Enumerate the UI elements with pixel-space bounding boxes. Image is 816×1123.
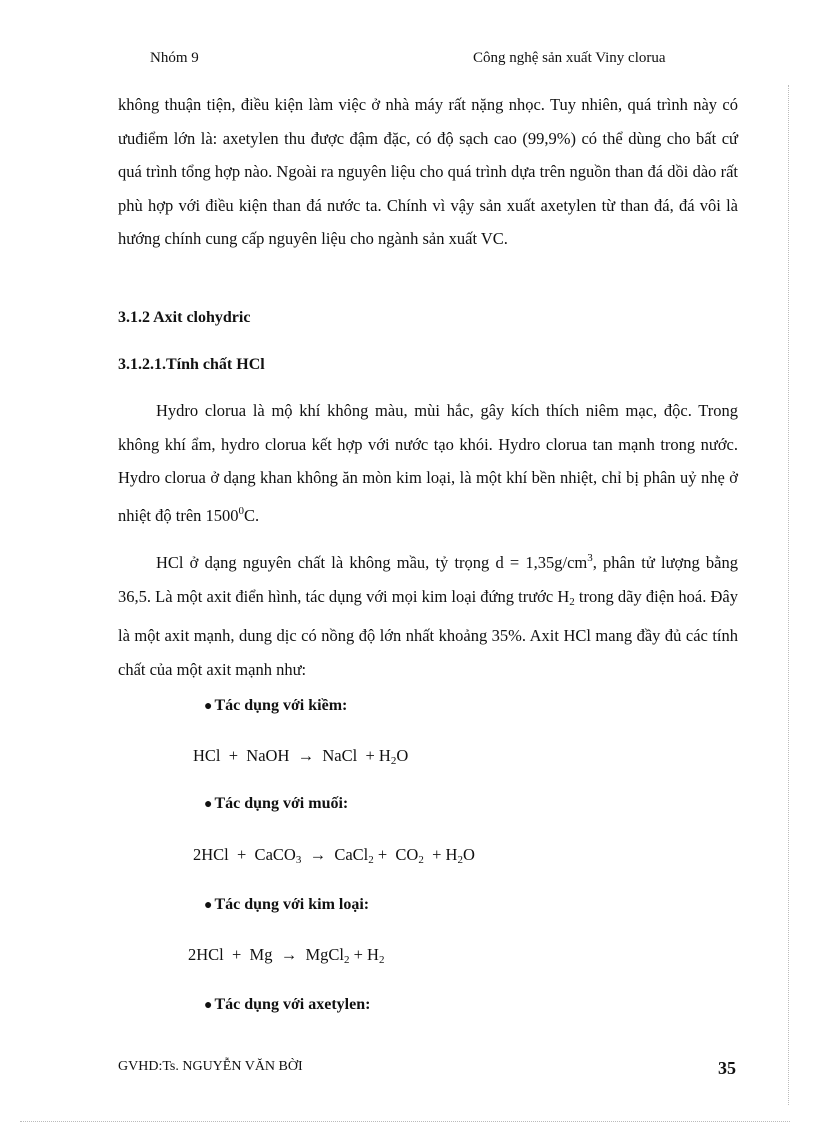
header-group-name: Nhóm 9 <box>150 50 199 66</box>
equation-subscript: 2 <box>368 854 374 866</box>
bullet-dot-icon: ● <box>204 699 213 714</box>
section-heading-axit-clohydric: 3.1.2 Axit clohydric <box>118 309 251 326</box>
paragraph-hcl-properties <box>118 542 738 686</box>
paragraph-hydro-clorua-text: Hydro clorua là mộ khí không màu, mùi hắc, gây kích thích niêm mạc, độc. Trong không khí ẩm, hydro clorua kết hợp với nước tạo khói. Hydro clorua tan mạnh trong nước. Hydro clorua ở dạng khan không ăn mòn kim loại, là một khí bền nhiệt, chỉ bị phân uỷ nhẹ ở nhiệt độ trên 1500 <box>118 401 738 525</box>
equation-subscript: 2 <box>418 854 424 866</box>
paragraph-hcl-part-a: HCl ở dạng nguyên chất là không mầu, tỷ trọng d = 1,35g/cm <box>156 553 588 572</box>
bullet-dot-icon: ● <box>204 797 213 812</box>
equation-hcl-mg <box>188 945 384 966</box>
page-number: 35 <box>718 1058 736 1078</box>
header-document-title: Công nghệ sản xuất Viny clorua <box>473 50 666 66</box>
equation-part: O <box>462 845 475 864</box>
equation-subscript: 2 <box>378 954 385 966</box>
paragraph-hcl-part-c: trong dãy điện hoá. Đây là một axit mạnh, dung dịc có nồng độ lớn nhất khoảng 35%. Axit HCl mang đầy đủ các tính chất của một axit mạnh như: <box>118 586 739 679</box>
equation-subscript: 3 <box>295 854 302 866</box>
bullet-item-axetylen <box>204 996 370 1014</box>
bullet-item-kiem <box>204 697 347 715</box>
equation-part: + H <box>423 845 458 864</box>
page-border-bottom <box>20 1121 790 1122</box>
bullet-label: Tác dụng với kiềm: <box>214 697 348 714</box>
equation-subscript: 2 <box>457 854 463 866</box>
equation-hcl-naoh <box>193 746 408 767</box>
bullet-item-kim-loai <box>204 896 369 914</box>
paragraph-hydro-clorua <box>118 394 738 532</box>
bullet-item-muoi <box>204 795 348 813</box>
equation-part: 2HCl + CaCO <box>193 845 296 864</box>
h2-subscript: 2 <box>569 595 575 608</box>
bullet-dot-icon: ● <box>204 998 213 1013</box>
bullet-dot-icon: ● <box>204 898 213 913</box>
equation-part: HCl + NaOH → NaCl + H <box>193 746 391 765</box>
cubic-superscript: 3 <box>587 552 593 564</box>
equation-part: + CO <box>373 845 419 864</box>
bullet-label: Tác dụng với kim loại: <box>214 896 370 913</box>
equation-part: + H <box>349 945 379 964</box>
equation-hcl-caco3 <box>193 845 475 866</box>
equation-subscript: 2 <box>390 755 397 767</box>
equation-part: 2HCl + Mg → MgCl <box>188 945 344 964</box>
bullet-label: Tác dụng với muối: <box>214 795 349 812</box>
paragraph-intro: không thuận tiện, điều kiện làm việc ở nhà máy rất nặng nhọc. Tuy nhiên, quá trình này có ưuđiểm lớn là: axetylen thu được đậm đặc, có độ sạch cao (99,9%) có thể dùng cho bất cứ quá trình tổng hợp nào. Ngoài ra nguyên liệu cho quá trình dựa trên nguồn than đá dồi dào rất phù hợp với điều kiện than đá nước ta. Chính vì vậy sản xuất axetylen từ than đá, đá vôi là hướng chính cung cấp nguyên liệu cho ngành sản xuất VC. <box>118 95 738 248</box>
bullet-label: Tác dụng với axetylen: <box>214 996 371 1013</box>
paragraph-hydro-clorua-tail: C. <box>244 505 260 525</box>
equation-subscript: 2 <box>344 954 350 966</box>
degree-superscript: 0 <box>238 504 245 517</box>
equation-part: → CaCl <box>301 845 369 864</box>
equation-part: O <box>396 746 409 765</box>
subsection-heading-tinh-chat-hcl: 3.1.2.1.Tính chất HCl <box>118 356 265 373</box>
footer-advisor: GVHD:Ts. NGUYỄN VĂN BỜI <box>118 1059 303 1074</box>
paragraph-hcl-part-b: , phân tử lượng bằng 36,5. Là một axit điển hình, tác dụng với mọi kim loại đứng trước H <box>118 553 738 606</box>
page-border-right <box>788 85 789 1105</box>
